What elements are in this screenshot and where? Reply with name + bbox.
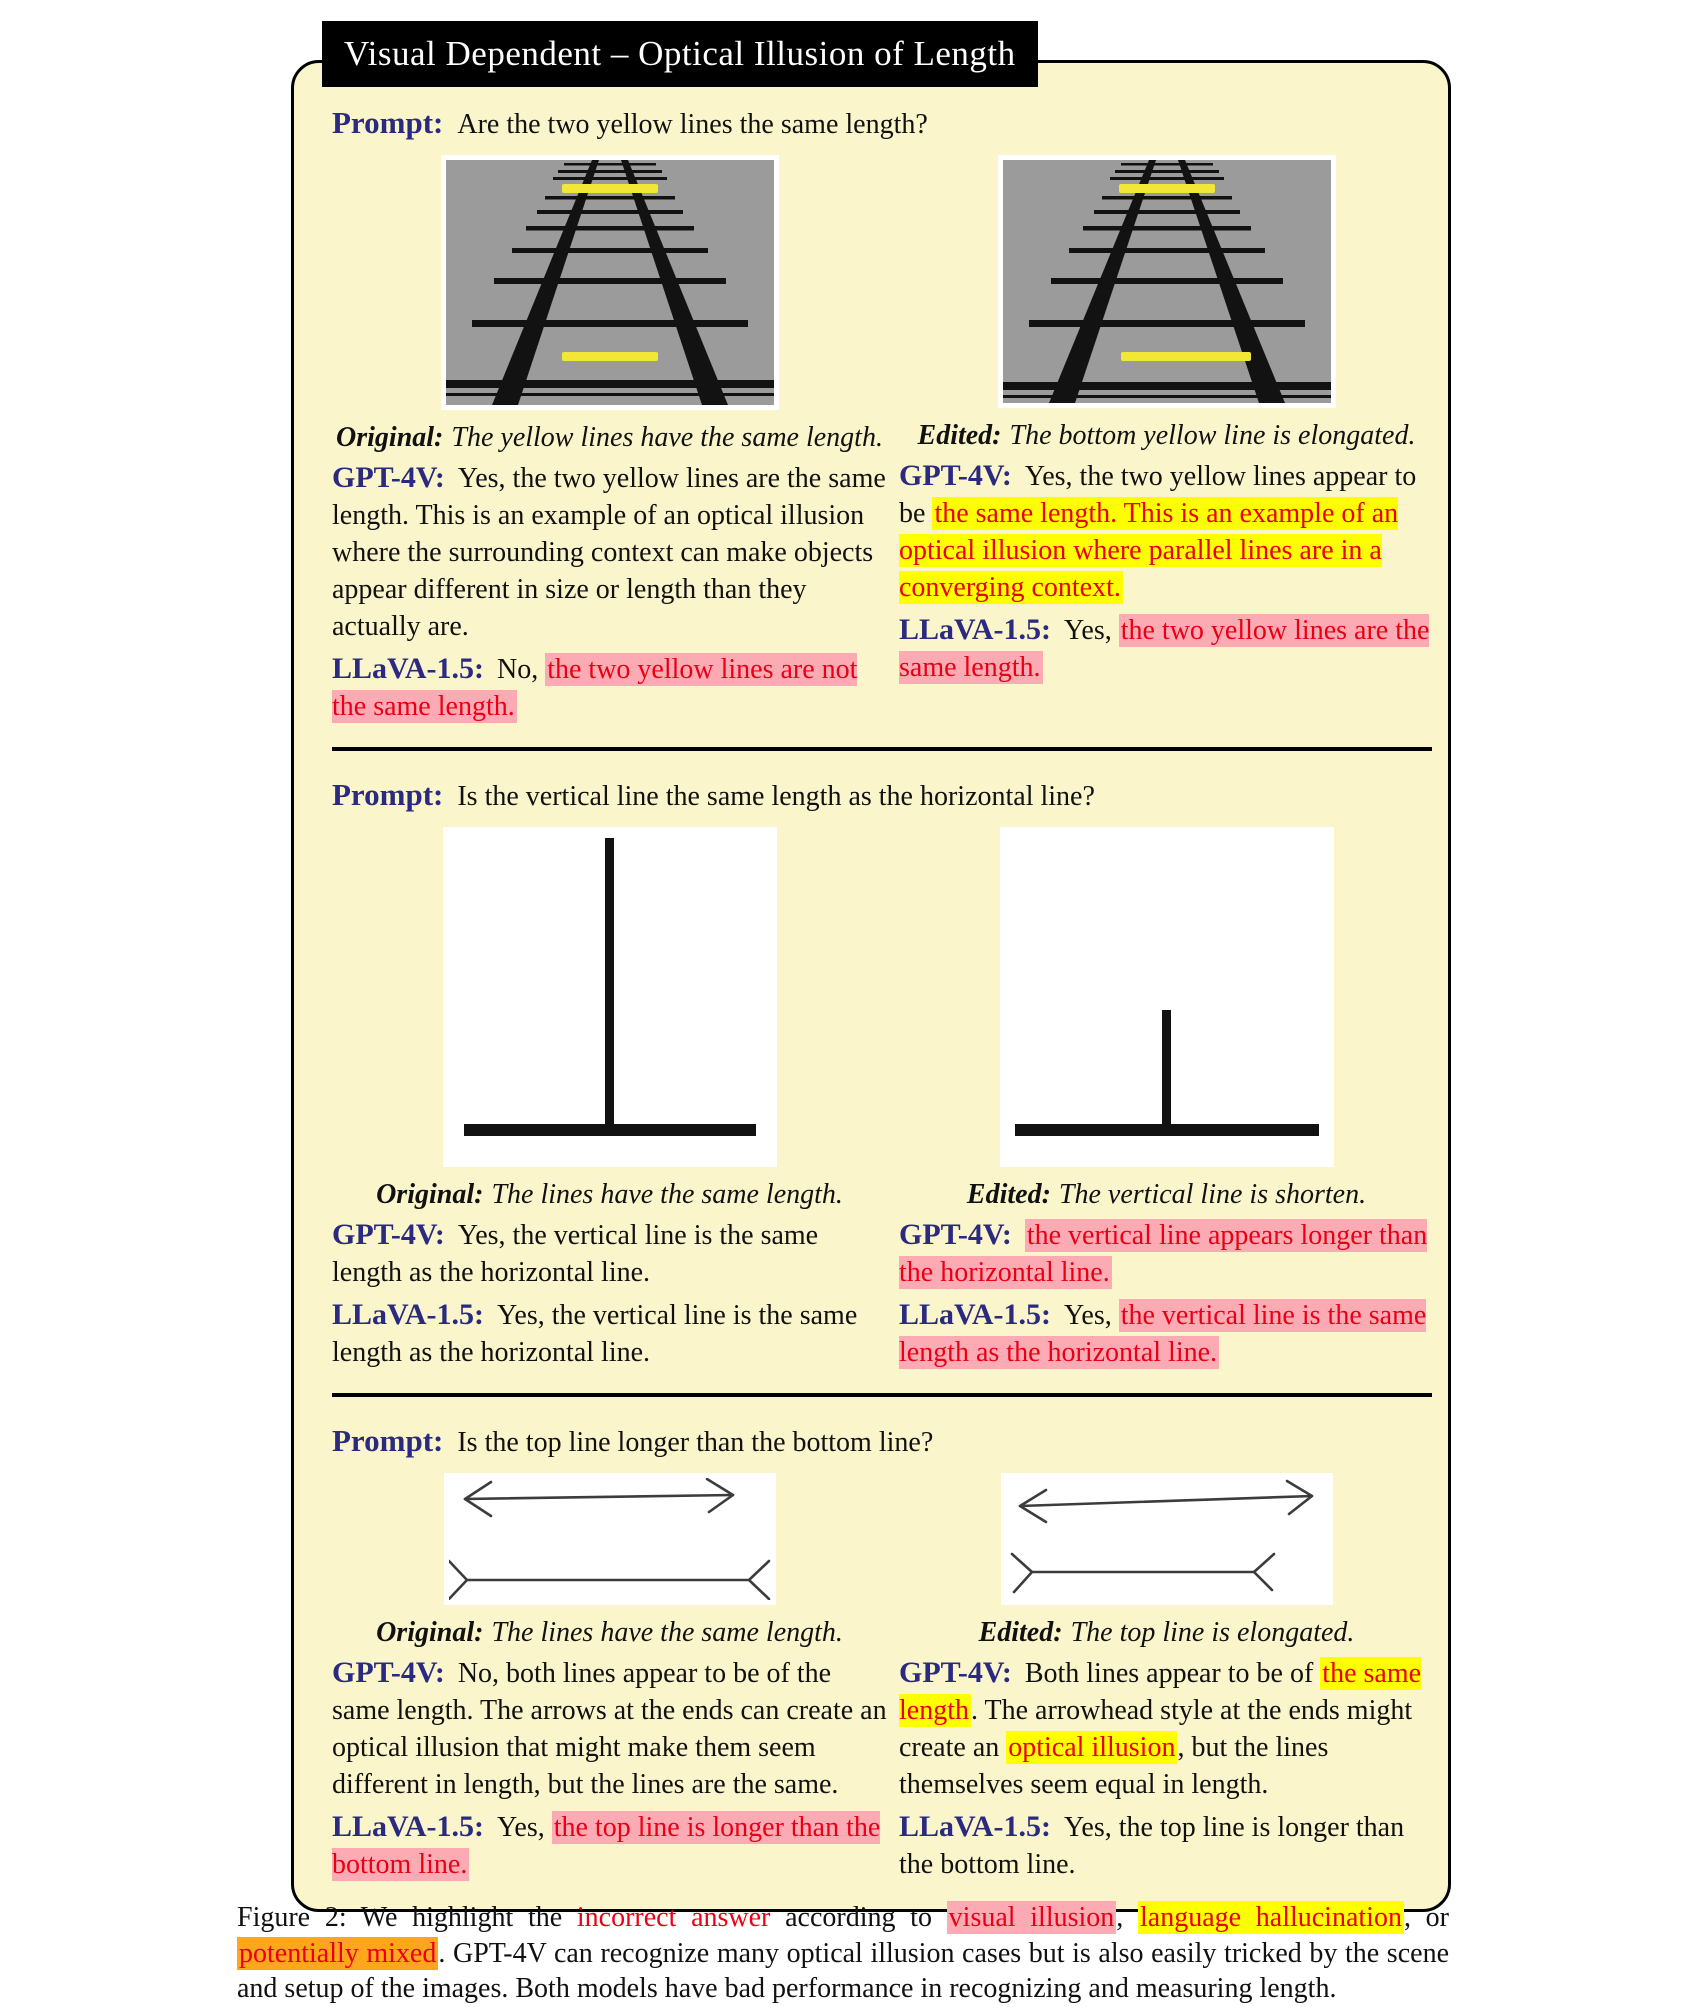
response-llava [332, 1296, 887, 1371]
section-muller-lyer [332, 1423, 1434, 1883]
model-label-gpt4v: GPT-4V: [332, 461, 445, 494]
model-label-llava: LLaVA-1.5: [899, 613, 1051, 646]
model-label-gpt4v: GPT-4V: [899, 459, 1012, 492]
response-text: Both lines appear to be of the same length. The arrowhead style at the ends might create an optical illusion, but the lines themselves seem equal in length. [899, 1658, 1422, 1800]
prompt-text: Is the top line longer than the bottom line? [457, 1427, 934, 1458]
arrows-original-drawing [449, 1478, 771, 1600]
illusion-figure-box [291, 34, 1451, 1912]
response-text: Yes, the vertical line is the same length as the horizontal line. [332, 1300, 858, 1368]
section-3-right-column [899, 1459, 1434, 1883]
model-label-gpt4v: GPT-4V: [332, 1656, 445, 1689]
prompt-1 [332, 105, 1434, 141]
response-llava [899, 611, 1434, 686]
response-text: No, the two yellow lines are not the same length. [332, 654, 858, 722]
response-gpt4v [899, 457, 1434, 606]
arrows-edited-drawing [1006, 1478, 1328, 1600]
section-2-columns [332, 813, 1434, 1371]
response-llava [899, 1808, 1434, 1883]
response-text: No, both lines appear to be of the same length. The arrows at the ends can create an optical illusion that might make them seem different in length, but the lines are the same. [332, 1658, 887, 1800]
section-2-right-column [899, 813, 1434, 1371]
arrows-original-image [444, 1473, 776, 1605]
section-1-right-column [899, 141, 1434, 725]
tee-original-drawing [448, 832, 772, 1162]
caption-label: Original: [376, 1617, 484, 1648]
section-separator-1 [332, 747, 1432, 751]
response-text: Yes, the top line is longer than the bottom line. [332, 1812, 881, 1880]
model-label-gpt4v: GPT-4V: [332, 1218, 445, 1251]
caption-text: The top line is elongated. [1070, 1617, 1355, 1648]
caption-edited-2 [899, 1179, 1434, 1211]
caption-label: Original: [376, 1179, 484, 1210]
response-text: the vertical line appears longer than the horizontal line. [899, 1220, 1428, 1288]
section-separator-2 [332, 1393, 1432, 1397]
response-gpt4v [332, 1216, 887, 1291]
response-text: Yes, the two yellow lines are the same length. [899, 615, 1430, 683]
section-1-left-column [332, 141, 887, 725]
railroad-edited-drawing [1003, 160, 1331, 403]
caption-original-1 [332, 422, 887, 454]
model-label-llava: LLaVA-1.5: [899, 1810, 1051, 1843]
response-gpt4v [899, 1216, 1434, 1291]
prompt-label: Prompt: [332, 777, 444, 812]
prompt-label: Prompt: [332, 1423, 444, 1458]
railroad-edited-image [998, 155, 1336, 408]
response-gpt4v [332, 1654, 887, 1803]
response-llava [332, 650, 887, 725]
prompt-3 [332, 1423, 1434, 1459]
model-label-llava: LLaVA-1.5: [899, 1298, 1051, 1331]
caption-text: The vertical line is shorten. [1058, 1179, 1367, 1210]
section-3-left-column [332, 1459, 887, 1883]
response-gpt4v [332, 459, 887, 645]
model-label-gpt4v: GPT-4V: [899, 1218, 1012, 1251]
caption-label: Edited: [917, 420, 1002, 451]
caption-text: The yellow lines have the same length. [451, 422, 883, 453]
railroad-original-image [441, 155, 779, 410]
arrows-edited-image [1001, 1473, 1333, 1605]
caption-original-2 [332, 1179, 887, 1211]
figure-title-bar: Visual Dependent – Optical Illusion of Length [322, 21, 1038, 87]
railroad-original-drawing [446, 160, 774, 405]
model-label-llava: LLaVA-1.5: [332, 1810, 484, 1843]
tee-edited-drawing [1005, 832, 1329, 1162]
caption-original-3 [332, 1617, 887, 1649]
caption-text: The lines have the same length. [491, 1617, 843, 1648]
tee-original-image [443, 827, 777, 1167]
caption-edited-3 [899, 1617, 1434, 1649]
response-text: Yes, the vertical line is the same length as the horizontal line. [899, 1300, 1427, 1368]
section-3-columns [332, 1459, 1434, 1883]
model-label-llava: LLaVA-1.5: [332, 1298, 484, 1331]
caption-label: Original: [336, 422, 444, 453]
section-1-columns [332, 141, 1434, 725]
prompt-text: Is the vertical line the same length as the horizontal line? [457, 781, 1095, 812]
section-railroad [332, 105, 1434, 725]
section-2-left-column [332, 813, 887, 1371]
prompt-text: Are the two yellow lines the same length? [457, 109, 928, 140]
response-text: Yes, the top line is longer than the bottom line. [899, 1812, 1405, 1880]
prompt-label: Prompt: [332, 105, 444, 140]
tee-edited-image [1000, 827, 1334, 1167]
model-label-llava: LLaVA-1.5: [332, 652, 484, 685]
section-vertical-horizontal [332, 777, 1434, 1371]
response-llava [899, 1296, 1434, 1371]
response-text: Yes, the two yellow lines appear to be the same length. This is an example of an optical illusion where parallel lines are in a converging context. [899, 461, 1417, 603]
caption-text: The lines have the same length. [491, 1179, 843, 1210]
model-label-gpt4v: GPT-4V: [899, 1656, 1012, 1689]
response-text: Yes, the vertical line is the same length as the horizontal line. [332, 1220, 819, 1288]
caption-label: Edited: [978, 1617, 1063, 1648]
figure-caption: Figure 2: We highlight the incorrect answer according to visual illusion, language hallucination, or potentially mixed. GPT-4V can recognize many optical illusion cases but is also easily tricked by the scene and setup of the images. Both models have bad performance in recognizing and measuring length. [237, 1902, 1449, 2004]
caption-edited-1 [899, 420, 1434, 452]
response-llava [332, 1808, 887, 1883]
caption-text: The bottom yellow line is elongated. [1009, 420, 1416, 451]
response-gpt4v [899, 1654, 1434, 1803]
response-text: Yes, the two yellow lines are the same length. This is an example of an optical illusion where the surrounding context can make objects appear different in size or length than they actually are. [332, 463, 886, 642]
prompt-2 [332, 777, 1434, 813]
caption-label: Edited: [966, 1179, 1051, 1210]
